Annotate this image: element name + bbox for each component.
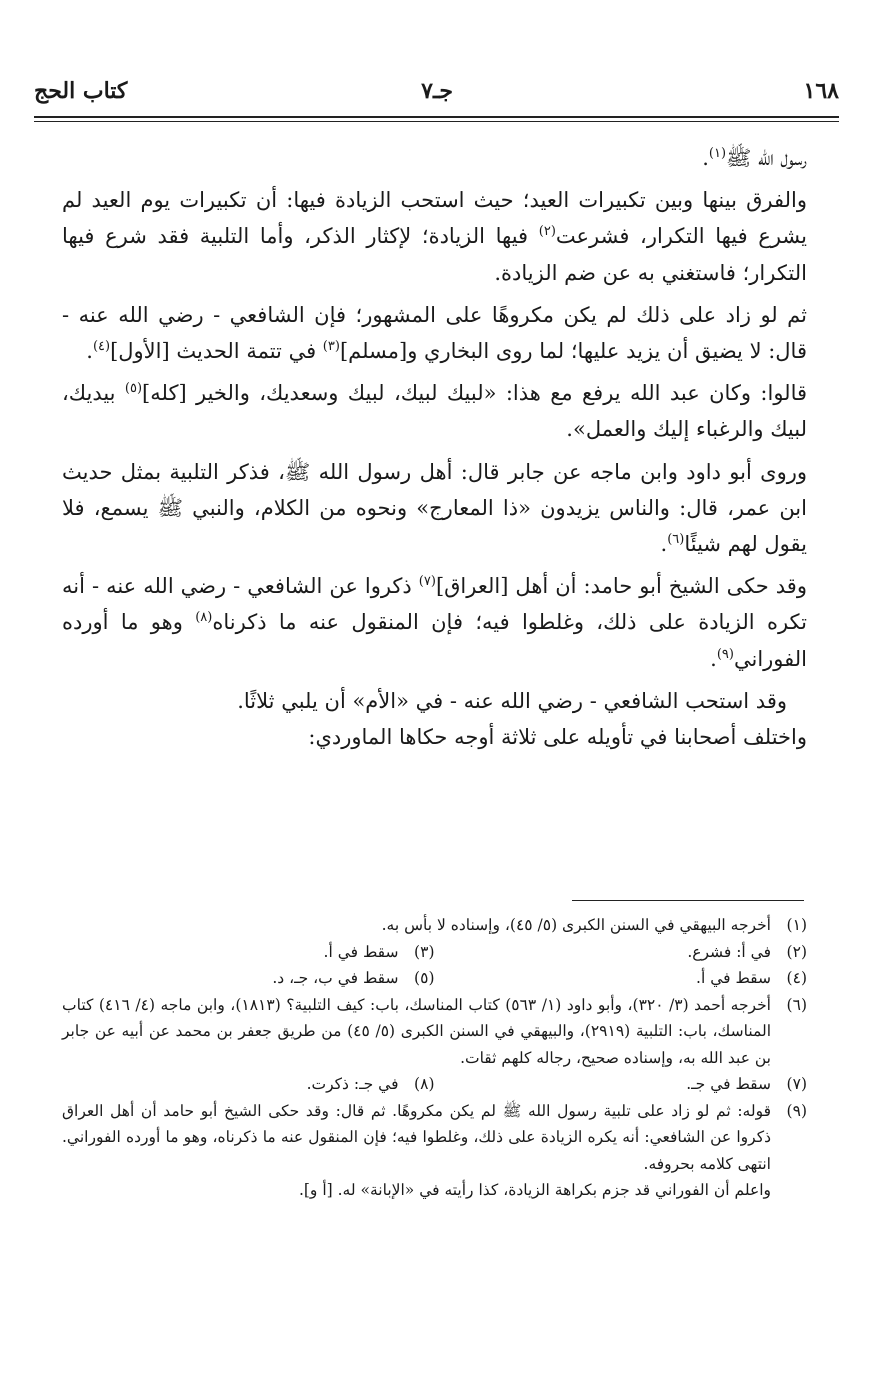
footnote xyxy=(62,1098,807,1178)
footnote-number: (١) xyxy=(786,916,807,934)
footnote-ref[interactable]: (٢) xyxy=(538,224,556,240)
footnote-text: سقط في جـ. xyxy=(686,1075,771,1093)
footnote-text: في جـ: ذكرت. xyxy=(306,1075,399,1093)
footnote-number: (٣) xyxy=(414,942,435,961)
footnote-separator xyxy=(572,900,804,901)
footnote-number: (٥) xyxy=(414,969,435,987)
footnote-number: (٤) xyxy=(786,969,807,987)
footnote xyxy=(62,912,807,939)
paragraph: وقد استحب الشافعي - رضي الله عنه - في «الأم» أن يلبي ثلاثًا. xyxy=(237,688,787,713)
footnote xyxy=(435,939,808,966)
footnote-text: سقط في أ. xyxy=(696,969,771,987)
footnote-pair xyxy=(62,939,807,966)
volume-label: جـ٧ xyxy=(421,78,453,104)
footnote xyxy=(62,965,435,992)
footnote-text: قوله: ثم لو زاد على تلبية رسول الله ﷺ لم يكن مكروهًا. ثم قال: وقد حكى الشيخ أبو حامد أن أهل العراق ذكروا عن الشافعي: أنه يكره الزيادة على ذلك، وغلطوا فيه؛ فإن المنقول عنه ما ذكرناه، وهو ما أورده الفوراني. انتهى كلامه بحروفه. xyxy=(62,1101,771,1173)
footnote xyxy=(62,939,435,966)
paragraph: قالوا: وكان عبد الله يرفع مع هذا: «لبيك لبيك، لبيك وسعديك، والخير [كله]$^{(٥)}$ بيديك، لبيك والرغباء إليك والعمل». xyxy=(62,381,808,442)
running-header xyxy=(34,78,839,112)
footnote-ref[interactable]: (٧) xyxy=(418,574,436,590)
footnote xyxy=(435,1071,808,1098)
footnote-number: (٩) xyxy=(786,1101,807,1120)
paragraph: ثم لو زاد على ذلك لم يكن مكروهًا على المشهور؛ فإن الشافعي - رضي الله عنه - قال: لا يضيق أن يزيد عليها؛ لما روى البخاري و[مسلم]$^{(٣)}$ في تتمة الحديث [الأول]$^{(٤)}$. xyxy=(62,302,807,364)
footnote-text: أخرجه أحمد (٣/ ٣٢٠)، وأبو داود (١/ ٥٦٣) كتاب المناسك، باب: كيف التلبية؟ (١٨١٣)، وابن ماجه (٤/ ٤١٦) كتاب المناسك، باب: التلبية (٢٩١٩)، والبيهقي في السنن الكبرى (٥/ ٤٥) من طريق جعفر بن محمد عن أبيه عن جابر بن عبد الله به، وإسناده صحيح، رجاله كلهم ثقات. xyxy=(62,995,772,1067)
footnote-number: (٧) xyxy=(786,1075,807,1093)
footnote-ref[interactable]: (١) xyxy=(708,146,727,161)
paragraph: رسول الله ﷺ$^{(١)}$. xyxy=(702,146,807,170)
footnote-ref[interactable]: (٦) xyxy=(667,532,685,548)
paragraph: واختلف أصحابنا في تأويله على ثلاثة أوجه حكاها الماوردي: xyxy=(308,725,807,750)
footnote-text: أخرجه البيهقي في السنن الكبرى (٥/ ٤٥)، وإسناده لا بأس به. xyxy=(381,916,771,934)
page-number: ١٦٨ xyxy=(803,78,839,104)
main-text xyxy=(62,140,807,761)
footnote-text: سقط في أ. xyxy=(323,942,399,961)
footnote xyxy=(62,1071,435,1098)
footnote-continuation: واعلم أن الفوراني قد جزم بكراهة الزيادة، كذا رأيته في «الإبانة» له. [أ و]. xyxy=(298,1181,771,1199)
paragraph: وقد حكى الشيخ أبو حامد: أن أهل [العراق]$^{(٧)}$ ذكروا عن الشافعي - رضي الله عنه - أنه تكره الزيادة على ذلك، وغلطوا فيه؛ فإن المنقول عنه ما ذكرناه$^{(٨)}$ وهو ما أورده الفوراني$^{(٩)}$. xyxy=(62,574,807,671)
footnote-text: سقط في ب، جـ، د. xyxy=(272,969,399,987)
paragraph: والفرق بينها وبين تكبيرات العيد؛ حيث استحب الزيادة فيها: أن تكبيرات يوم العيد لم يشرع فيها التكرار، فشرعت$^{(٢)}$ فيها الزيادة؛ لإكثار الذكر، وأما التلبية فقد شرع فيها التكرار؛ فاستغني به عن ضم الزيادة. xyxy=(62,188,807,285)
header-rule-thin xyxy=(34,121,839,122)
footnote-pair xyxy=(62,1071,807,1098)
header-rule-thick xyxy=(34,116,839,118)
footnote xyxy=(62,992,807,1072)
footnote-pair xyxy=(62,965,807,992)
footnote-text: في أ: فشرع. xyxy=(687,942,771,961)
footnote-ref[interactable]: (٥) xyxy=(124,381,143,397)
footnote-number: (٢) xyxy=(786,942,807,961)
footnote-number: (٨) xyxy=(414,1075,435,1093)
book-title: كتاب الحج xyxy=(34,78,128,104)
footnote-ref[interactable]: (٨) xyxy=(195,610,213,626)
footnote-number: (٦) xyxy=(786,995,807,1014)
footnotes xyxy=(62,912,807,1204)
footnote xyxy=(435,965,808,992)
footnote-ref[interactable]: (٣) xyxy=(322,339,340,355)
footnote-ref[interactable]: (٤) xyxy=(92,339,111,355)
footnote-ref[interactable]: (٩) xyxy=(716,646,734,662)
paragraph: وروى أبو داود وابن ماجه عن جابر قال: أهل رسول الله ﷺ، فذكر التلبية بمثل حديث ابن عمر، قال: والناس يزيدون «ذا المعارج» ونحوه من الكلام، والنبي ﷺ يسمع، فلا يقول لهم شيئًا$^{(٦)}$. xyxy=(62,459,807,557)
